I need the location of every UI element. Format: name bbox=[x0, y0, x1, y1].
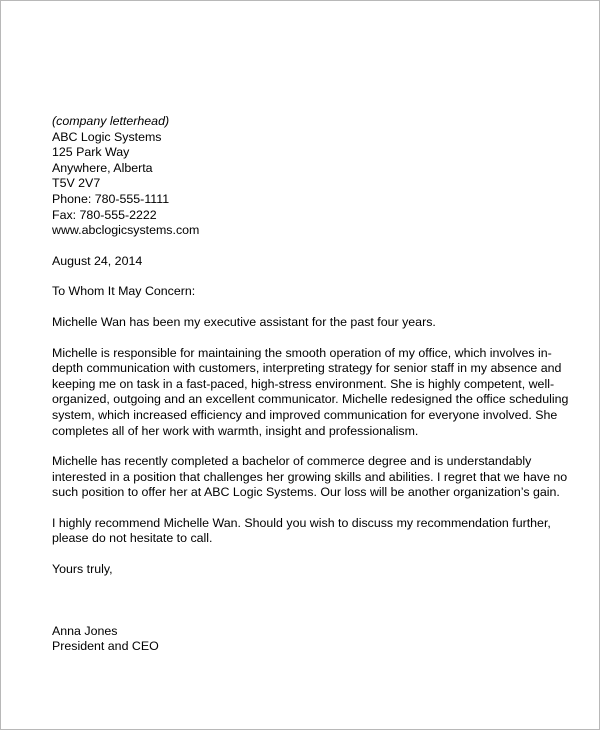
city-province: Anywhere, Alberta bbox=[52, 160, 153, 175]
paragraph-line: Michelle Wan has been my executive assistant for the past four years. bbox=[52, 314, 436, 329]
paragraph-line: such position to offer her at ABC Logic Systems. Our loss will be another organization’s gain. bbox=[52, 485, 560, 500]
paragraph-line: please do not hesitate to call. bbox=[52, 531, 213, 546]
paragraph-line: keeping me on task in a fast-paced, high-stress environment. She is highly competent, well- bbox=[52, 376, 555, 391]
fax-number: Fax: 780-555-2222 bbox=[52, 207, 157, 222]
paragraph-education bbox=[52, 454, 568, 501]
signature-block bbox=[52, 624, 552, 655]
postal-code: T5V 2V7 bbox=[52, 176, 101, 191]
website-address: www.abclogicsystems.com bbox=[52, 223, 200, 238]
paragraph-line: depth communication with customers, interpreting strategy for senior staff in my absence and bbox=[52, 361, 562, 376]
letter-date: August 24, 2014 bbox=[52, 253, 143, 268]
paragraph-line: completes all of her work with warmth, insight and professionalism. bbox=[52, 423, 419, 438]
street-address: 125 Park Way bbox=[52, 145, 130, 160]
closing: Yours truly, bbox=[52, 562, 113, 577]
signer-title: President and CEO bbox=[52, 639, 159, 654]
letterhead-block bbox=[52, 114, 552, 239]
paragraph-line: organized, outgoing and an excellent communicator. Michelle redesigned the office scheduling bbox=[52, 392, 569, 407]
company-name: ABC Logic Systems bbox=[52, 129, 162, 144]
paragraph-responsibilities bbox=[52, 345, 569, 440]
letterhead-label: (company letterhead) bbox=[52, 114, 170, 128]
paragraph-intro bbox=[52, 315, 552, 331]
paragraph-line: Michelle has recently completed a bachelor of commerce degree and is understandably bbox=[52, 454, 532, 469]
paragraph-line: I highly recommend Michelle Wan. Should you wish to discuss my recommendation further, bbox=[52, 515, 551, 530]
phone-number: Phone: 780-555-1111 bbox=[52, 191, 170, 206]
letter-body bbox=[52, 114, 569, 655]
paragraph-recommendation bbox=[52, 516, 552, 547]
signer-name: Anna Jones bbox=[52, 623, 118, 638]
paragraph-line: interested in a position that challenges her growing skills and abilities. I regret that we have no bbox=[52, 469, 568, 484]
paragraph-line: Michelle is responsible for maintaining the smooth operation of my office, which involves in- bbox=[52, 345, 552, 360]
salutation: To Whom It May Concern: bbox=[52, 284, 196, 299]
paragraph-line: system, which increased efficiency and improved communication for everyone involved. She bbox=[52, 407, 558, 422]
